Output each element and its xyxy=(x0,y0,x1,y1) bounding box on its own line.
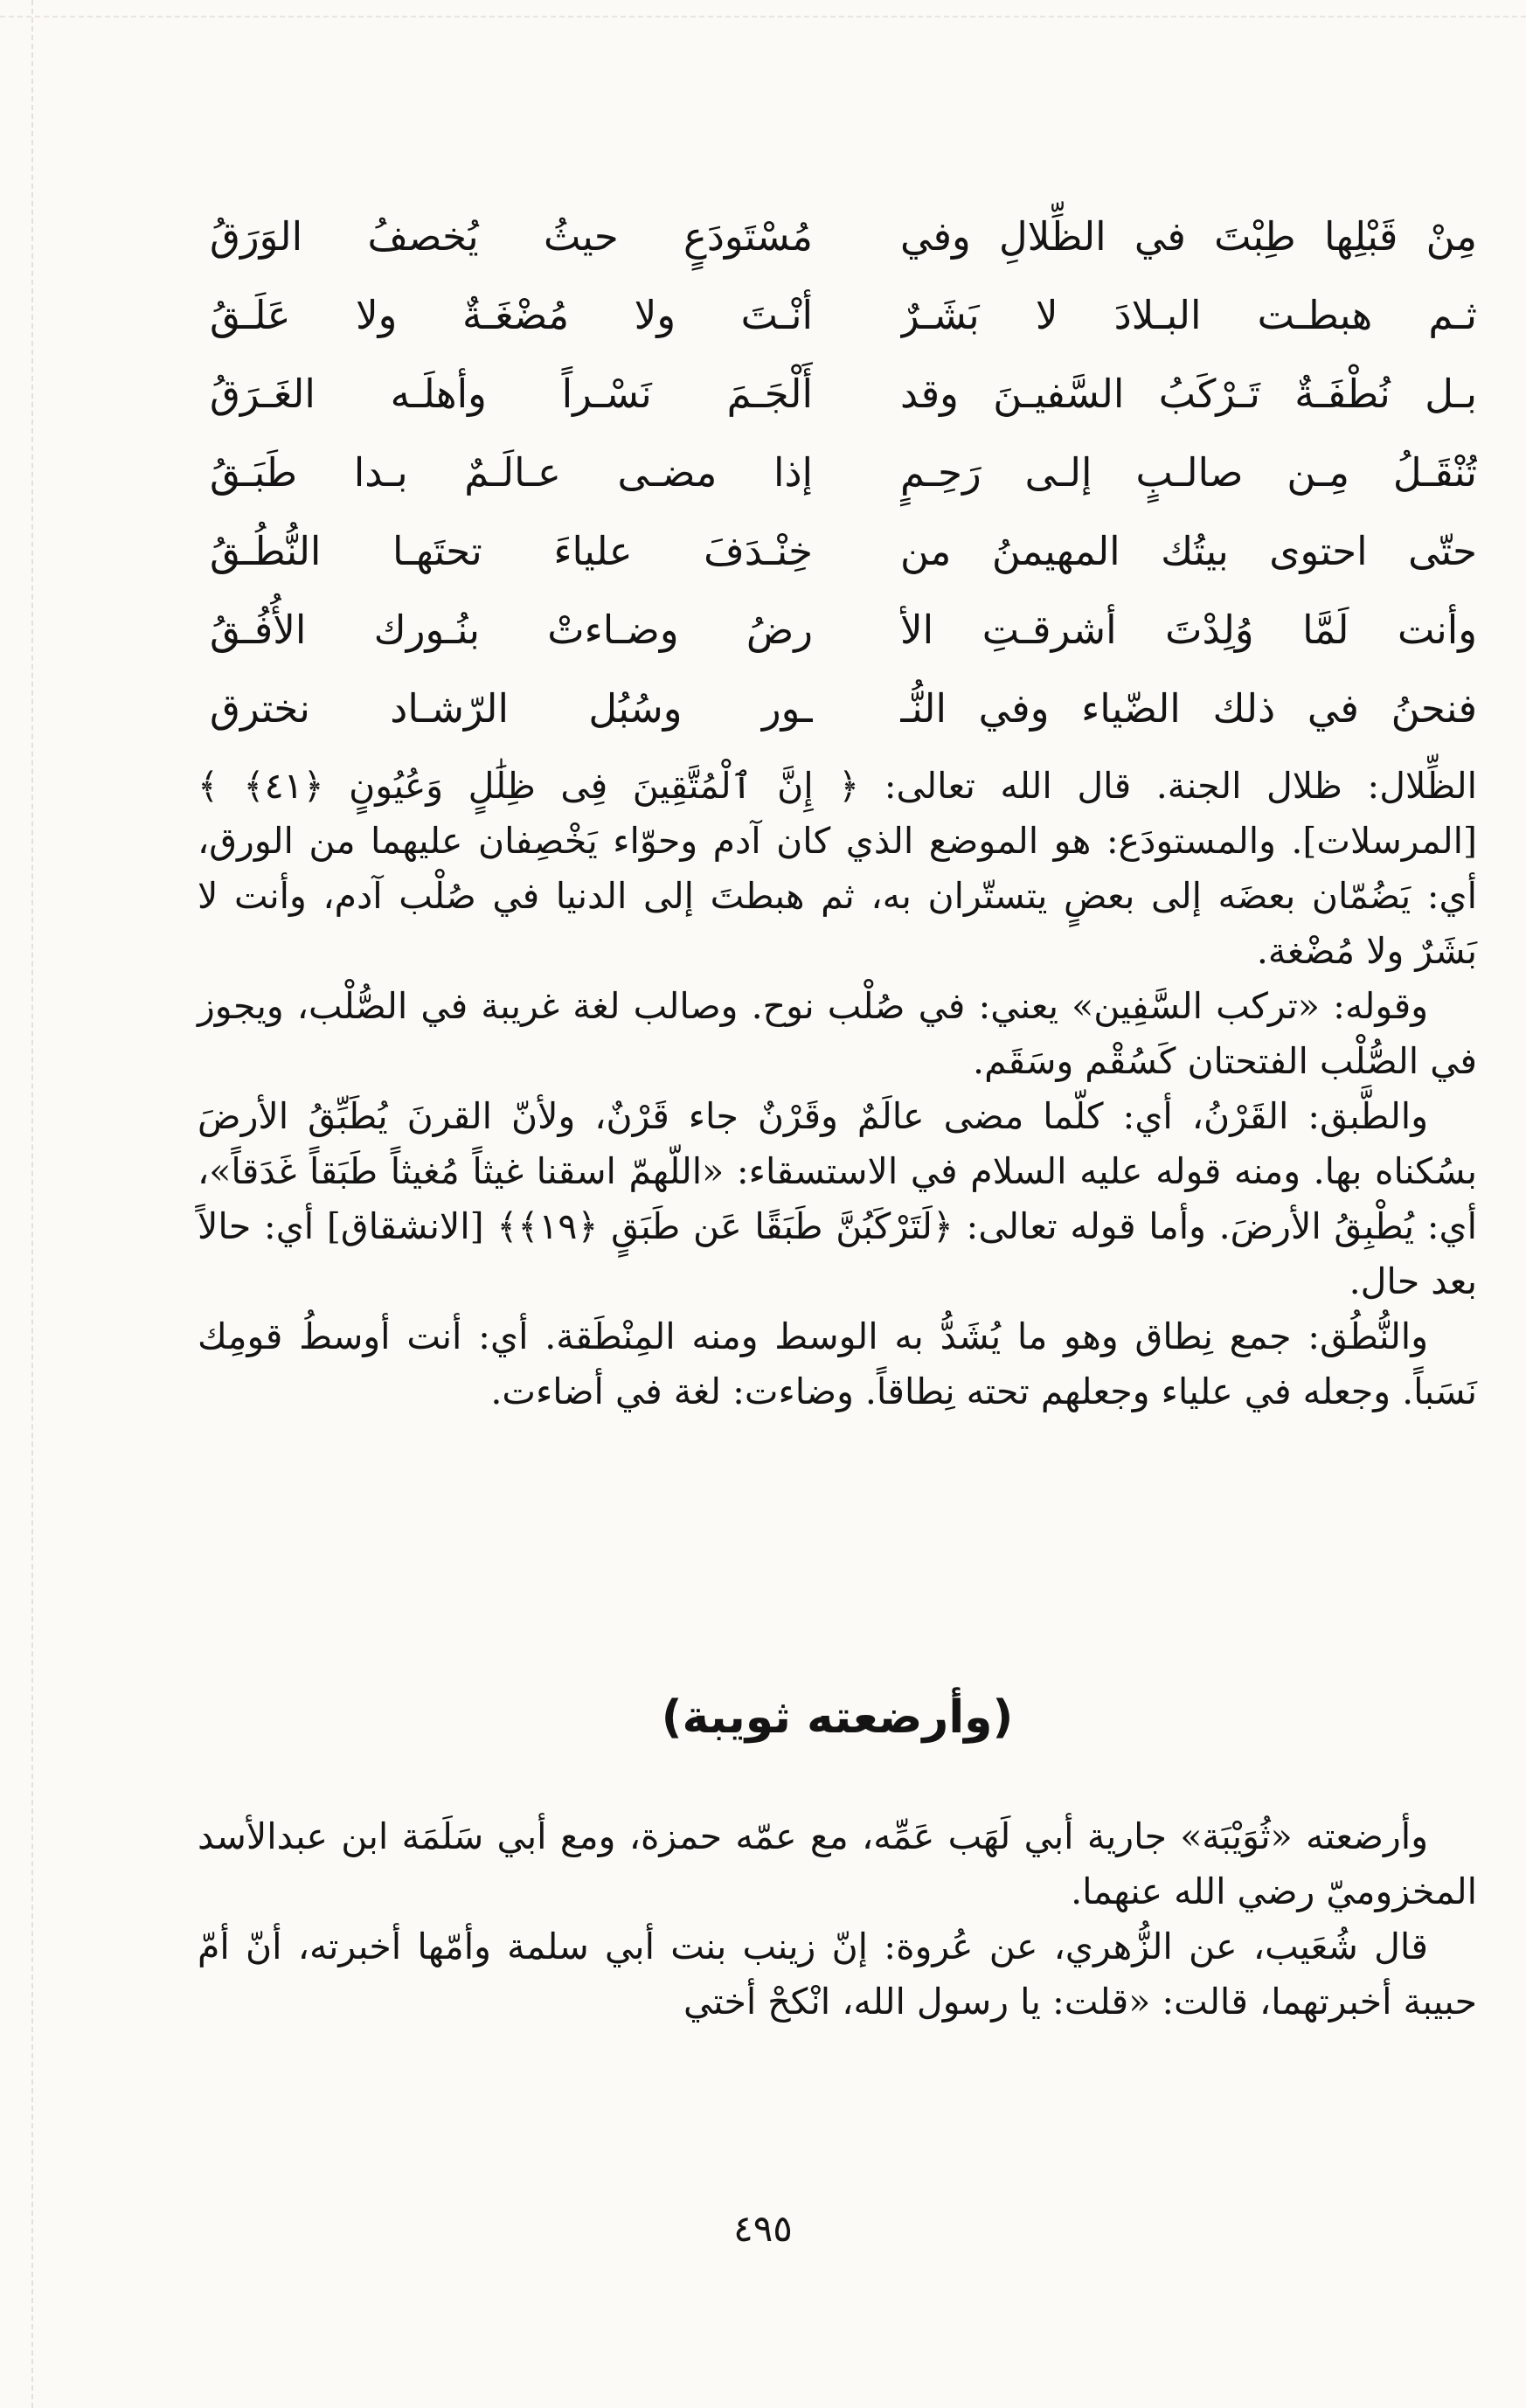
verse-first-half: فنحنُ في ذلك الضّياء وفي النُّـ xyxy=(900,685,1477,732)
verse-first-half: بـل نُطْفَـةٌ تَـرْكَبُ السَّفيـنَ وقد xyxy=(900,371,1477,417)
poem-verse xyxy=(210,355,1477,434)
poem xyxy=(210,198,1477,745)
commentary xyxy=(198,759,1477,1419)
poem-verse xyxy=(210,276,1477,355)
scan-margin-line xyxy=(31,0,33,2408)
commentary-paragraph: والنُّطُق: جمع نِطاق وهو ما يُشَدُّ به الوسط ومنه المِنْطَقة. أي: أنت أوسطُ قومِك نَسَباً. وجعله في علياء وجعلهم تحته نِطاقاً. وضاءت: لغة في أضاءت. xyxy=(198,1315,1477,1412)
verse-first-half: حتّى احتوى بيتُك المهيمنُ من xyxy=(900,528,1477,574)
scan-top-line xyxy=(0,16,1526,17)
poem-verse xyxy=(210,434,1477,512)
verse-first-half: مِنْ قَبْلِها طِبْتَ في الظِّلالِ وفي xyxy=(900,213,1477,260)
verse-second-half: رضُ وضـاءتْ بنُـورك الأُفُـقُ xyxy=(210,607,813,653)
verse-second-half: مُسْتَودَعٍ حيثُ يُخصفُ الوَرَقُ xyxy=(210,213,813,260)
section-heading: (وأرضعته ثويبة) xyxy=(661,1691,1014,1744)
verse-first-half: وأنت لَمَّا وُلِدْتَ أشرقـتِ الأ xyxy=(900,607,1477,653)
page-number: ٤٩٥ xyxy=(733,2207,793,2250)
verse-second-half: خِنْـدَفَ علياءَ تحتَهـا النُّطُـقُ xyxy=(210,528,813,574)
commentary-paragraph: وقوله: «تركب السَّفِين» يعني: في صُلْب نوح. وصالب لغة غريبة في الصُّلْب، ويجوز في الصُّلْب الفتحتان كَسُقْم وسَقَم. xyxy=(198,985,1477,1082)
verse-second-half: ـور وسُبُل الرّشـاد نخترق xyxy=(210,685,813,732)
section-paragraph: قال شُعَيب، عن الزُّهري، عن عُروة: إنّ زينب بنت أبي سلمة وأمّها أخبرته، أنّ أمّ حبيبة أخبرتهما، قالت: «قلت: يا رسول الله، انْكحْ أختي xyxy=(198,1926,1477,2023)
verse-second-half: إذا مضـى عـالَـمٌ بـدا طَبَـقُ xyxy=(210,449,813,496)
poem-verse xyxy=(210,591,1477,670)
verse-second-half: أنْـتَ ولا مُضْغَـةٌ ولا عَلَـقُ xyxy=(210,292,813,338)
verse-first-half: ثـم هبطـت البـلادَ لا بَشَـرٌ xyxy=(900,292,1477,338)
verse-first-half: تُنْقَـلُ مِـن صالـبٍ إلـى رَحِـمٍ xyxy=(900,449,1477,496)
poem-verse xyxy=(210,512,1477,591)
verse-second-half: أَلْجَـمَ نَسْـراً وأهلَـه الغَـرَقُ xyxy=(210,371,813,417)
poem-verse xyxy=(210,198,1477,276)
poem-verse xyxy=(210,670,1477,748)
commentary-paragraph: والطَّبق: القَرْنُ، أي: كلّما مضى عالَمٌ وقَرْنٌ جاء قَرْنٌ، ولأنّ القرنَ يُطَبِّقُ الأرضَ بسُكناه بها. ومنه قوله عليه السلام في الاستسقاء: «اللّهمّ اسقنا غيثاً مُغيثاً طَبَقاً غَدَقاً»، أي: يُطْبِقُ الأرضَ. وأما قوله تعالى: ﴿لَتَرْكَبُنَّ طَبَقًا عَن طَبَقٍ ﴿١٩﴾﴾ [الانشقاق] أي: حالاً بعد حال. xyxy=(198,1095,1477,1302)
section-paragraph: وأرضعته «ثُوَيْبَة» جارية أبي لَهَب عَمِّه، مع عمّه حمزة، ومع أبي سَلَمَة ابن عبدالأسد المخزوميّ رضي الله عنهما. xyxy=(198,1815,1477,1912)
commentary-paragraph: الظِّلال: ظلال الجنة. قال الله تعالى: ﴿ إِنَّ ٱلْمُتَّقِينَ فِى ظِلَٰلٍ وَعُيُونٍ ﴿٤١﴾ ﴾ [المرسلات]. والمستودَع: هو الموضع الذي كان آدم وحوّاء يَخْصِفان عليهما من الورق، أي: يَضُمّان بعضَه إلى بعضٍ يتستّران به، ثم هبطتَ إلى الدنيا في صُلْب آدم، وأنت لا بَشَرٌ ولا مُضْغة. xyxy=(198,765,1477,972)
section-body xyxy=(198,1809,1477,2030)
